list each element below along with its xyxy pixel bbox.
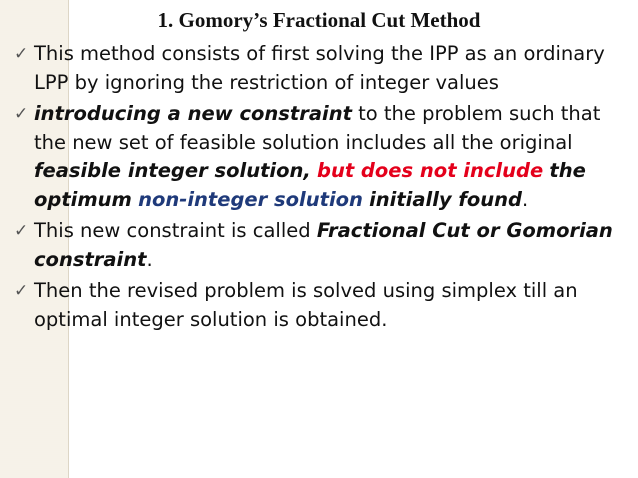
check-mark-icon: ✓ — [14, 281, 29, 301]
bullet-text: Then the revised problem is solved using simplex till an optimal integer solution is obtained. — [34, 279, 578, 331]
bullet-text: to the problem such that the new set of feasible solution includes all the original — [34, 102, 601, 154]
slide-title: 1. Gomory’s Fractional Cut Method — [157, 8, 481, 32]
bullet-item-3 — [14, 217, 634, 274]
bullet-item-4 — [14, 277, 634, 334]
emphasis-new-constraint: introducing a new constraint — [34, 102, 352, 125]
bullet-item-2 — [14, 100, 634, 214]
emphasis-fractional-cut: Fractional Cut or Gomorian constraint — [34, 219, 613, 271]
check-mark-icon: ✓ — [14, 221, 29, 241]
check-mark-icon: ✓ — [14, 44, 29, 64]
bullet-text: . — [146, 247, 153, 271]
bullet-list — [14, 40, 634, 337]
emphasis-non-integer-solution: non-integer solution — [138, 187, 363, 211]
bullet-text: This new constraint is called — [34, 219, 317, 242]
bullet-text: . — [522, 187, 529, 211]
emphasis-the-optimum: the optimum — [34, 159, 586, 211]
emphasis-feasible-integer-solution: feasible integer solution, — [34, 159, 311, 182]
check-mark-icon: ✓ — [14, 104, 29, 124]
bullet-text: This method consists of first solving the IPP as an ordinary LPP by ignoring the restriction of integer values — [34, 42, 605, 94]
bullet-item-1 — [14, 40, 634, 97]
emphasis-but-does-not-include: but does not include — [316, 159, 544, 182]
emphasis-initially-found: initially found — [369, 187, 522, 211]
